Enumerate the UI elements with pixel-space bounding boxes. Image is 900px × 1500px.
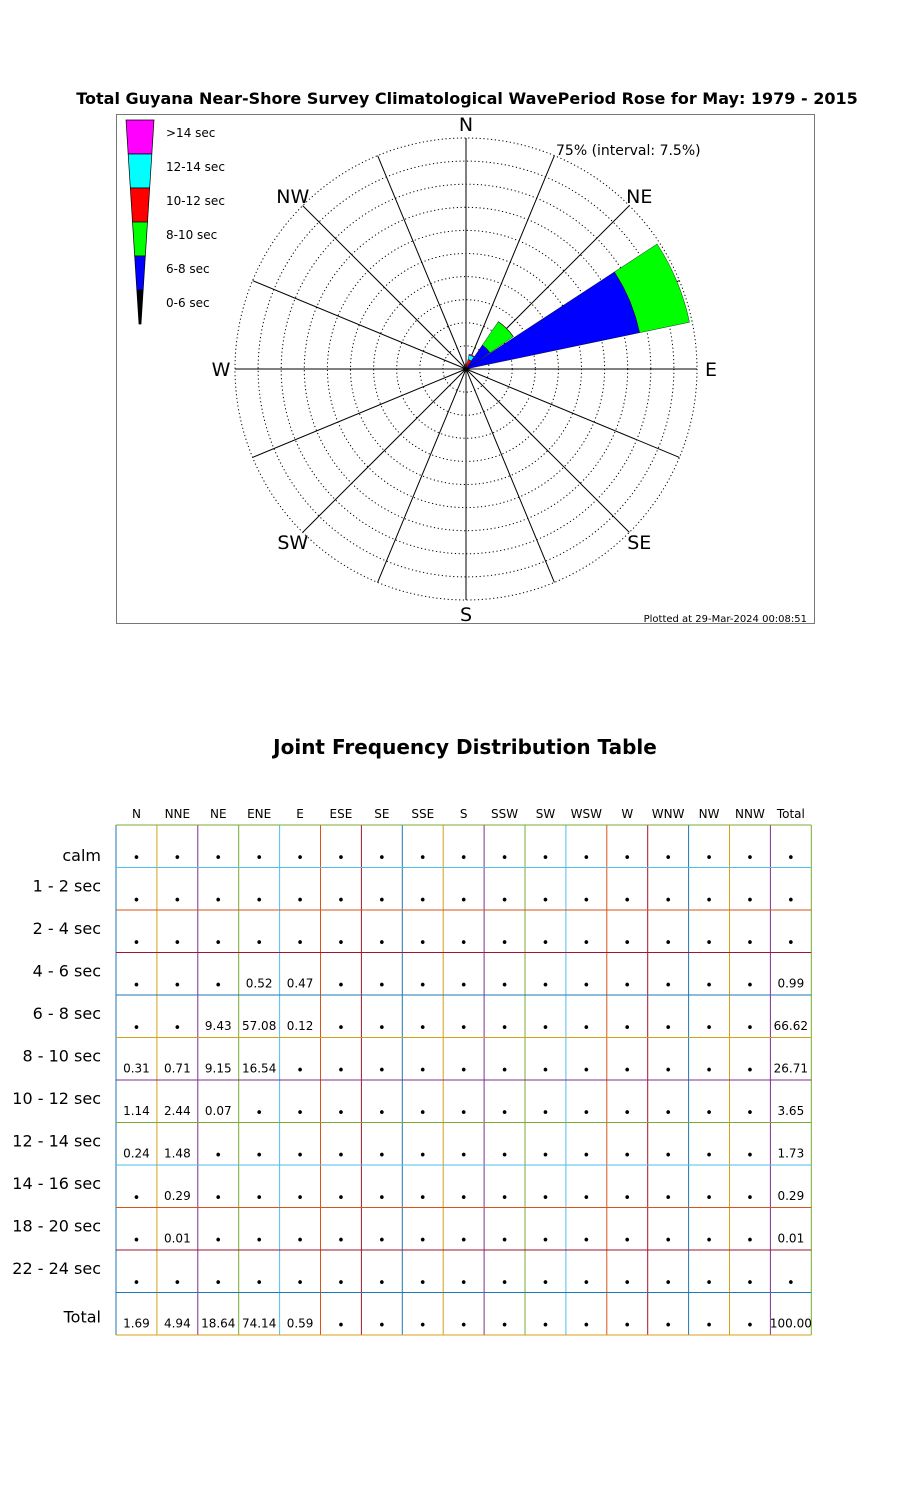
cell-6-8-sec-sse: • bbox=[418, 1021, 427, 1036]
cell-calm-s: • bbox=[459, 851, 468, 866]
cell-1-2-sec-ene: • bbox=[255, 893, 263, 909]
cell-10-12-sec-se: • bbox=[378, 1106, 386, 1121]
cell-12-14-sec-ne: • bbox=[214, 1148, 223, 1164]
column-header-nw: NW bbox=[698, 807, 720, 821]
row-label-4-6-sec: 4 - 6 sec bbox=[32, 961, 101, 981]
cell-4-6-sec-total: 0.99 bbox=[777, 976, 805, 991]
rose-title: Total Guyana Near-Shore Survey Climatological WavePeriod Rose for May: 1979 - 2015 bbox=[76, 89, 858, 108]
cell-calm-se: • bbox=[378, 851, 386, 866]
cell-2-4-sec-nw: • bbox=[705, 936, 713, 951]
cell-18-20-sec-ene: • bbox=[255, 1233, 263, 1249]
direction-spoke bbox=[466, 369, 554, 582]
cell-total-nw: • bbox=[705, 1318, 713, 1334]
compass-label-w: W bbox=[211, 359, 231, 381]
cell-calm-ssw: • bbox=[500, 851, 509, 866]
cell-10-12-sec-nne: 2.44 bbox=[163, 1104, 191, 1118]
cell-4-6-sec-nne: • bbox=[173, 978, 182, 994]
cell-total-se: • bbox=[378, 1318, 386, 1334]
cell-22-24-sec-se: • bbox=[378, 1276, 386, 1291]
cell-6-8-sec-total: 66.62 bbox=[773, 1019, 809, 1033]
legend-swatch-8-10-sec bbox=[133, 222, 148, 256]
cell-14-16-sec-nne: 0.29 bbox=[163, 1189, 191, 1203]
cell-total-ene: 74.14 bbox=[241, 1316, 277, 1331]
cell-calm-ne: • bbox=[214, 851, 223, 866]
cell-18-20-sec-se: • bbox=[378, 1233, 386, 1249]
column-header-wsw: WSW bbox=[570, 807, 603, 821]
cell-calm-nne: • bbox=[173, 851, 182, 866]
cell-4-6-sec-ssw: • bbox=[500, 978, 509, 994]
cell-8-10-sec-ese: • bbox=[337, 1063, 345, 1079]
cell-8-10-sec-wsw: • bbox=[582, 1063, 591, 1079]
wave-period-rose bbox=[116, 114, 815, 624]
row-label-1-2-sec: 1 - 2 sec bbox=[32, 876, 101, 896]
cell-1-2-sec-e: • bbox=[296, 893, 304, 909]
compass-label-ne: NE bbox=[626, 185, 653, 208]
cell-8-10-sec-ne: 9.15 bbox=[204, 1061, 232, 1076]
scale-label: 75% (interval: 7.5%) bbox=[556, 143, 701, 159]
cell-18-20-sec-nne: 0.01 bbox=[163, 1231, 191, 1246]
cell-12-14-sec-nw: • bbox=[705, 1148, 713, 1164]
cell-18-20-sec-n: • bbox=[132, 1233, 141, 1249]
cell-total-ese: • bbox=[337, 1318, 345, 1334]
cell-6-8-sec-e: 0.12 bbox=[286, 1019, 314, 1033]
cell-22-24-sec-sw: • bbox=[541, 1276, 550, 1291]
cell-14-16-sec-ene: • bbox=[255, 1191, 263, 1206]
cell-total-w: • bbox=[623, 1318, 632, 1334]
cell-4-6-sec-ese: • bbox=[337, 978, 345, 994]
cell-1-2-sec-ssw: • bbox=[500, 893, 509, 909]
column-header-ese: ESE bbox=[329, 807, 353, 821]
cell-1-2-sec-wsw: • bbox=[582, 893, 591, 909]
compass-label-sw: SW bbox=[277, 532, 309, 555]
column-header-sw: SW bbox=[535, 807, 556, 821]
cell-8-10-sec-nnw: • bbox=[746, 1063, 754, 1079]
cell-total-e: 0.59 bbox=[286, 1316, 314, 1331]
cell-14-16-sec-sse: • bbox=[418, 1191, 427, 1206]
cell-calm-n: • bbox=[132, 851, 141, 866]
cell-4-6-sec-nnw: • bbox=[746, 978, 754, 994]
cell-6-8-sec-s: • bbox=[459, 1021, 468, 1036]
cell-2-4-sec-nne: • bbox=[173, 936, 182, 951]
cell-14-16-sec-e: • bbox=[296, 1191, 304, 1206]
cell-6-8-sec-nw: • bbox=[705, 1021, 713, 1036]
legend-label-6-8-sec: 6-8 sec bbox=[166, 262, 210, 276]
cell-10-12-sec-ese: • bbox=[337, 1106, 345, 1121]
legend-swatch-12-14-sec bbox=[128, 154, 152, 188]
cell-6-8-sec-wsw: • bbox=[582, 1021, 591, 1036]
cell-10-12-sec-w: • bbox=[623, 1106, 632, 1121]
cell-2-4-sec-e: • bbox=[296, 936, 304, 951]
direction-spoke bbox=[303, 369, 466, 532]
cell-8-10-sec-ssw: • bbox=[500, 1063, 509, 1079]
cell-8-10-sec-ene: 16.54 bbox=[241, 1061, 277, 1076]
cell-4-6-sec-nw: • bbox=[705, 978, 713, 994]
cell-6-8-sec-ne: 9.43 bbox=[204, 1019, 232, 1033]
legend-label-12-14-sec: 12-14 sec bbox=[166, 160, 225, 174]
cell-14-16-sec-ne: • bbox=[214, 1191, 223, 1206]
row-label-18-20-sec: 18 - 20 sec bbox=[12, 1216, 101, 1236]
cell-10-12-sec-nnw: • bbox=[746, 1106, 754, 1121]
column-header-nne: NNE bbox=[164, 807, 191, 821]
cell-6-8-sec-se: • bbox=[378, 1021, 386, 1036]
cell-14-16-sec-sw: • bbox=[541, 1191, 550, 1206]
cell-4-6-sec-wsw: • bbox=[582, 978, 591, 994]
cell-2-4-sec-ese: • bbox=[337, 936, 345, 951]
cell-22-24-sec-wnw: • bbox=[664, 1276, 672, 1291]
row-label-12-14-sec: 12 - 14 sec bbox=[12, 1131, 101, 1151]
cell-12-14-sec-sw: • bbox=[541, 1148, 550, 1164]
cell-2-4-sec-sse: • bbox=[418, 936, 427, 951]
cell-2-4-sec-w: • bbox=[623, 936, 632, 951]
cell-18-20-sec-nnw: • bbox=[746, 1233, 754, 1249]
cell-total-nne: 4.94 bbox=[163, 1316, 191, 1331]
cell-8-10-sec-nne: 0.71 bbox=[163, 1061, 191, 1076]
cell-10-12-sec-e: • bbox=[296, 1106, 304, 1121]
cell-12-14-sec-e: • bbox=[296, 1148, 304, 1164]
cell-6-8-sec-n: • bbox=[132, 1021, 141, 1036]
legend-label-8-10-sec: 8-10 sec bbox=[166, 228, 218, 242]
cell-2-4-sec-ssw: • bbox=[500, 936, 509, 951]
cell-10-12-sec-ene: • bbox=[255, 1106, 263, 1121]
cell-4-6-sec-sse: • bbox=[418, 978, 427, 994]
cell-18-20-sec-e: • bbox=[296, 1233, 304, 1249]
cell-8-10-sec-nw: • bbox=[705, 1063, 713, 1079]
cell-calm-e: • bbox=[296, 851, 304, 866]
cell-22-24-sec-w: • bbox=[623, 1276, 632, 1291]
cell-calm-nnw: • bbox=[746, 851, 754, 866]
joint-frequency-table bbox=[0, 800, 900, 1360]
cell-8-10-sec-w: • bbox=[623, 1063, 632, 1079]
cell-1-2-sec-wnw: • bbox=[664, 893, 672, 909]
cell-2-4-sec-ne: • bbox=[214, 936, 223, 951]
cell-12-14-sec-wsw: • bbox=[582, 1148, 591, 1164]
cell-22-24-sec-total: • bbox=[787, 1276, 795, 1291]
cell-22-24-sec-ese: • bbox=[337, 1276, 345, 1291]
cell-2-4-sec-ene: • bbox=[255, 936, 263, 951]
cell-18-20-sec-sw: • bbox=[541, 1233, 550, 1249]
cell-4-6-sec-n: • bbox=[132, 978, 141, 994]
cell-12-14-sec-ssw: • bbox=[500, 1148, 509, 1164]
direction-spoke bbox=[253, 369, 466, 457]
plotted-timestamp: Plotted at 29-Mar-2024 00:08:51 bbox=[643, 614, 807, 624]
cell-1-2-sec-total: • bbox=[787, 893, 795, 909]
cell-22-24-sec-ne: • bbox=[214, 1276, 223, 1291]
cell-total-nnw: • bbox=[746, 1318, 754, 1334]
cell-1-2-sec-sse: • bbox=[418, 893, 427, 909]
direction-spoke bbox=[303, 206, 466, 369]
column-header-n: N bbox=[131, 807, 141, 821]
cell-1-2-sec-ese: • bbox=[337, 893, 345, 909]
cell-22-24-sec-sse: • bbox=[418, 1276, 427, 1291]
cell-calm-wnw: • bbox=[664, 851, 672, 866]
cell-6-8-sec-w: • bbox=[623, 1021, 632, 1036]
cell-14-16-sec-wsw: • bbox=[582, 1191, 591, 1206]
cell-6-8-sec-sw: • bbox=[541, 1021, 550, 1036]
cell-total-total: 100.00 bbox=[769, 1316, 812, 1331]
direction-spoke bbox=[253, 281, 466, 369]
cell-8-10-sec-sw: • bbox=[541, 1063, 550, 1079]
legend-swatch-6-8-sec bbox=[135, 256, 146, 290]
column-header-se: SE bbox=[374, 807, 390, 821]
cell-10-12-sec-ne: 0.07 bbox=[204, 1104, 232, 1118]
cell-calm-ese: • bbox=[337, 851, 345, 866]
cell-2-4-sec-wnw: • bbox=[664, 936, 672, 951]
cell-4-6-sec-e: 0.47 bbox=[286, 976, 314, 991]
cell-12-14-sec-sse: • bbox=[418, 1148, 427, 1164]
cell-calm-ene: • bbox=[255, 851, 263, 866]
cell-calm-nw: • bbox=[705, 851, 713, 866]
compass-label-se: SE bbox=[627, 532, 652, 555]
cell-8-10-sec-sse: • bbox=[418, 1063, 427, 1079]
cell-18-20-sec-w: • bbox=[623, 1233, 632, 1249]
cell-6-8-sec-wnw: • bbox=[664, 1021, 672, 1036]
cell-1-2-sec-n: • bbox=[132, 893, 141, 909]
cell-2-4-sec-se: • bbox=[378, 936, 386, 951]
row-label-22-24-sec: 22 - 24 sec bbox=[12, 1259, 101, 1278]
direction-spoke bbox=[466, 369, 629, 532]
column-header-total: Total bbox=[776, 807, 805, 821]
cell-14-16-sec-total: 0.29 bbox=[777, 1189, 805, 1203]
cell-1-2-sec-nnw: • bbox=[746, 893, 754, 909]
compass-label-nw: NW bbox=[276, 185, 310, 208]
column-header-w: W bbox=[621, 807, 634, 821]
cell-2-4-sec-wsw: • bbox=[582, 936, 591, 951]
cell-6-8-sec-nne: • bbox=[173, 1021, 182, 1036]
legend-swatch-14-sec bbox=[126, 120, 154, 154]
compass-label-n: N bbox=[458, 114, 474, 136]
cell-22-24-sec-nne: • bbox=[173, 1276, 182, 1291]
cell-18-20-sec-ese: • bbox=[337, 1233, 345, 1249]
compass-label-s: S bbox=[459, 604, 473, 624]
cell-total-s: • bbox=[459, 1318, 468, 1334]
cell-10-12-sec-wnw: • bbox=[664, 1106, 672, 1121]
cell-12-14-sec-w: • bbox=[623, 1148, 632, 1164]
cell-14-16-sec-ssw: • bbox=[500, 1191, 509, 1206]
cell-2-4-sec-sw: • bbox=[541, 936, 550, 951]
rose-sector-ene-bin-1 bbox=[467, 272, 639, 369]
rose-sector-n-bin-4 bbox=[465, 364, 467, 365]
cell-calm-wsw: • bbox=[582, 851, 591, 866]
compass-label-e: E bbox=[704, 359, 718, 381]
column-header-sse: SSE bbox=[411, 807, 435, 821]
column-header-nnw: NNW bbox=[735, 807, 765, 821]
cell-12-14-sec-nne: 1.48 bbox=[163, 1146, 191, 1161]
cell-4-6-sec-w: • bbox=[623, 978, 632, 994]
cell-10-12-sec-sse: • bbox=[418, 1106, 427, 1121]
cell-14-16-sec-ese: • bbox=[337, 1191, 345, 1206]
table-title: Joint Frequency Distribution Table bbox=[273, 735, 657, 759]
cell-22-24-sec-ssw: • bbox=[500, 1276, 509, 1291]
cell-calm-sw: • bbox=[541, 851, 550, 866]
cell-total-sw: • bbox=[541, 1318, 550, 1334]
cell-total-ssw: • bbox=[500, 1318, 509, 1334]
cell-6-8-sec-ssw: • bbox=[500, 1021, 509, 1036]
cell-12-14-sec-s: • bbox=[459, 1148, 468, 1164]
legend-label-0-6-sec: 0-6 sec bbox=[166, 296, 210, 310]
cell-8-10-sec-total: 26.71 bbox=[773, 1061, 809, 1076]
cell-1-2-sec-nw: • bbox=[705, 893, 713, 909]
cell-8-10-sec-s: • bbox=[459, 1063, 468, 1079]
cell-8-10-sec-se: • bbox=[378, 1063, 386, 1079]
cell-total-sse: • bbox=[418, 1318, 427, 1334]
cell-18-20-sec-s: • bbox=[459, 1233, 468, 1249]
cell-total-n: 1.69 bbox=[123, 1316, 150, 1331]
cell-4-6-sec-ene: 0.52 bbox=[245, 976, 273, 991]
cell-4-6-sec-s: • bbox=[459, 978, 468, 994]
cell-6-8-sec-ene: 57.08 bbox=[241, 1019, 277, 1033]
cell-14-16-sec-se: • bbox=[378, 1191, 386, 1206]
legend-label-10-12-sec: 10-12 sec bbox=[166, 194, 225, 208]
cell-1-2-sec-w: • bbox=[623, 893, 632, 909]
cell-6-8-sec-ese: • bbox=[337, 1021, 345, 1036]
cell-total-ne: 18.64 bbox=[201, 1316, 236, 1331]
column-header-ne: NE bbox=[209, 807, 227, 821]
cell-14-16-sec-s: • bbox=[459, 1191, 468, 1206]
row-label-14-16-sec: 14 - 16 sec bbox=[12, 1174, 101, 1193]
cell-12-14-sec-n: 0.24 bbox=[123, 1146, 150, 1161]
cell-18-20-sec-total: 0.01 bbox=[777, 1231, 805, 1246]
cell-1-2-sec-ne: • bbox=[214, 893, 223, 909]
row-label-2-4-sec: 2 - 4 sec bbox=[32, 919, 101, 938]
cell-8-10-sec-e: • bbox=[296, 1063, 304, 1079]
cell-12-14-sec-ene: • bbox=[255, 1148, 263, 1164]
cell-1-2-sec-s: • bbox=[459, 893, 468, 909]
cell-14-16-sec-w: • bbox=[623, 1191, 632, 1206]
cell-22-24-sec-ene: • bbox=[255, 1276, 263, 1291]
cell-14-16-sec-n: • bbox=[132, 1191, 141, 1206]
cell-12-14-sec-nnw: • bbox=[746, 1148, 754, 1164]
row-label-total: Total bbox=[63, 1307, 101, 1327]
cell-4-6-sec-wnw: • bbox=[664, 978, 672, 994]
cell-22-24-sec-wsw: • bbox=[582, 1276, 591, 1291]
row-label-calm: calm bbox=[62, 846, 101, 865]
cell-18-20-sec-ne: • bbox=[214, 1233, 223, 1249]
column-header-e: E bbox=[296, 807, 304, 821]
cell-1-2-sec-se: • bbox=[378, 893, 386, 909]
cell-12-14-sec-wnw: • bbox=[664, 1148, 672, 1164]
cell-12-14-sec-total: 1.73 bbox=[777, 1146, 805, 1161]
cell-18-20-sec-sse: • bbox=[418, 1233, 427, 1249]
column-header-wnw: WNW bbox=[651, 807, 685, 821]
cell-1-2-sec-sw: • bbox=[541, 893, 550, 909]
row-label-8-10-sec: 8 - 10 sec bbox=[22, 1046, 101, 1066]
legend-label-14-sec: >14 sec bbox=[166, 126, 216, 140]
direction-spoke bbox=[378, 369, 466, 582]
cell-6-8-sec-nnw: • bbox=[746, 1021, 754, 1036]
cell-total-wsw: • bbox=[582, 1318, 591, 1334]
cell-2-4-sec-total: • bbox=[787, 936, 795, 951]
direction-spoke bbox=[466, 369, 679, 457]
column-header-s: S bbox=[459, 807, 468, 821]
row-label-6-8-sec: 6 - 8 sec bbox=[32, 1004, 101, 1023]
cell-10-12-sec-n: 1.14 bbox=[123, 1104, 150, 1118]
cell-2-4-sec-s: • bbox=[459, 936, 468, 951]
column-header-ene: ENE bbox=[247, 807, 272, 821]
legend-swatch-10-12-sec bbox=[130, 188, 149, 222]
cell-18-20-sec-nw: • bbox=[705, 1233, 713, 1249]
cell-10-12-sec-ssw: • bbox=[500, 1106, 509, 1121]
cell-10-12-sec-sw: • bbox=[541, 1106, 550, 1121]
cell-22-24-sec-e: • bbox=[296, 1276, 304, 1291]
cell-14-16-sec-nnw: • bbox=[746, 1191, 754, 1206]
cell-22-24-sec-s: • bbox=[459, 1276, 468, 1291]
direction-spoke bbox=[378, 156, 466, 369]
cell-calm-w: • bbox=[623, 851, 632, 866]
cell-2-4-sec-n: • bbox=[132, 936, 141, 951]
cell-14-16-sec-nw: • bbox=[705, 1191, 713, 1206]
cell-10-12-sec-s: • bbox=[459, 1106, 468, 1121]
row-label-10-12-sec: 10 - 12 sec bbox=[12, 1089, 101, 1108]
cell-total-wnw: • bbox=[664, 1318, 672, 1334]
cell-calm-sse: • bbox=[418, 851, 427, 866]
cell-22-24-sec-nw: • bbox=[705, 1276, 713, 1291]
cell-14-16-sec-wnw: • bbox=[664, 1191, 672, 1206]
cell-10-12-sec-total: 3.65 bbox=[777, 1104, 805, 1118]
cell-4-6-sec-se: • bbox=[378, 978, 386, 994]
cell-calm-total: • bbox=[787, 851, 795, 866]
rose-sector-e-bin-0 bbox=[466, 369, 467, 370]
column-header-ssw: SSW bbox=[490, 807, 519, 821]
cell-2-4-sec-nnw: • bbox=[746, 936, 754, 951]
cell-8-10-sec-n: 0.31 bbox=[123, 1061, 150, 1076]
cell-18-20-sec-wsw: • bbox=[582, 1233, 591, 1249]
cell-12-14-sec-ese: • bbox=[337, 1148, 345, 1164]
cell-18-20-sec-ssw: • bbox=[500, 1233, 509, 1249]
cell-1-2-sec-nne: • bbox=[173, 893, 182, 909]
legend-swatch-0-6-sec bbox=[137, 290, 143, 324]
cell-12-14-sec-se: • bbox=[378, 1148, 386, 1164]
cell-4-6-sec-sw: • bbox=[541, 978, 550, 994]
cell-18-20-sec-wnw: • bbox=[664, 1233, 672, 1249]
cell-4-6-sec-ne: • bbox=[214, 978, 223, 994]
cell-10-12-sec-wsw: • bbox=[582, 1106, 591, 1121]
cell-8-10-sec-wnw: • bbox=[664, 1063, 672, 1079]
cell-22-24-sec-n: • bbox=[132, 1276, 141, 1291]
cell-22-24-sec-nnw: • bbox=[746, 1276, 754, 1291]
cell-10-12-sec-nw: • bbox=[705, 1106, 713, 1121]
